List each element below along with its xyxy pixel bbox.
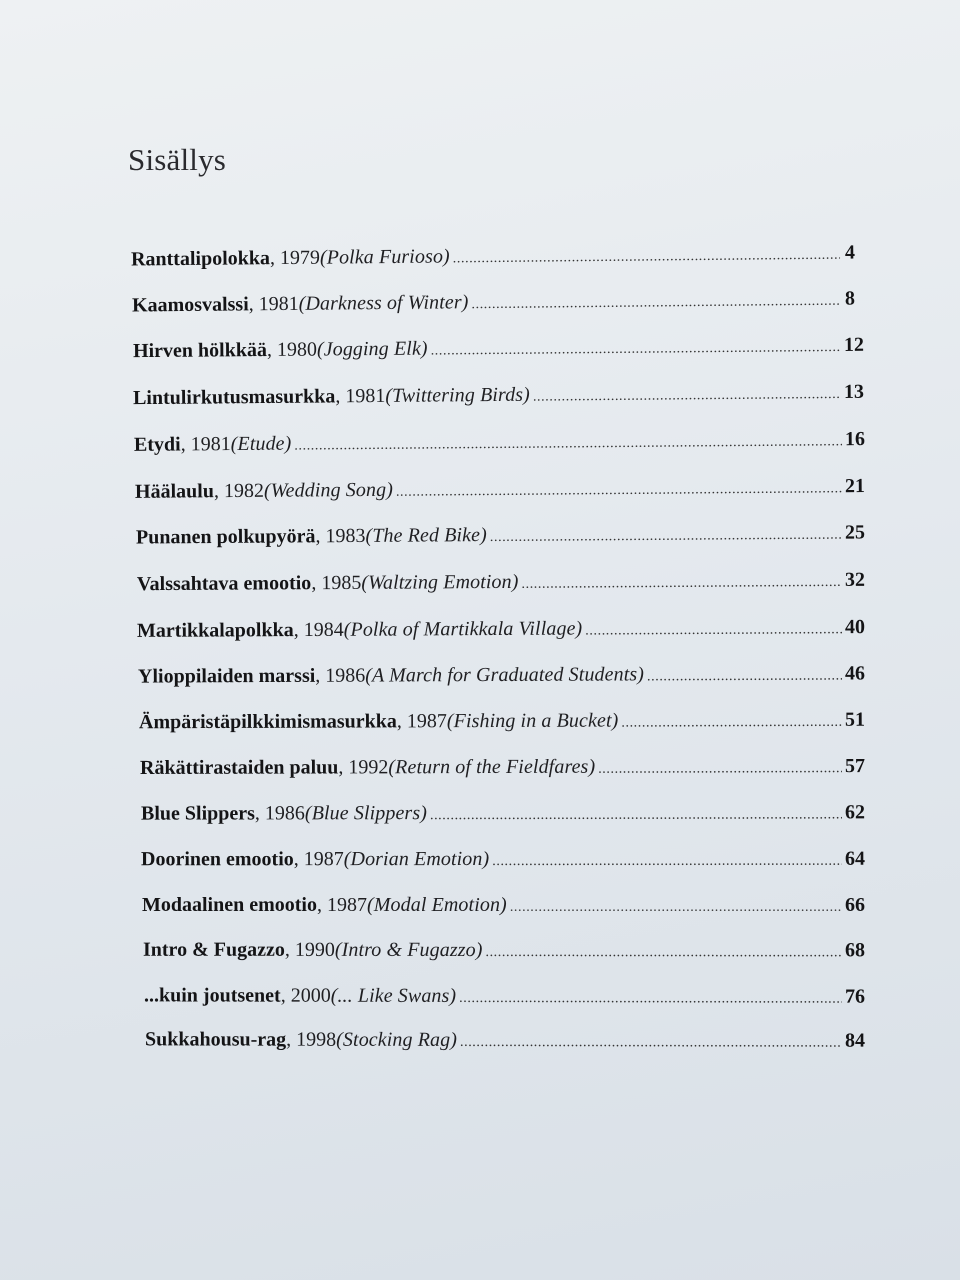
entry-year: , 1981 (180, 433, 231, 456)
dot-leader (492, 852, 842, 872)
entry-subtitle: (Etude) (230, 432, 292, 456)
entry-year: , 1987 (396, 710, 447, 733)
entry-subtitle: (Intro & Fugazzo) (334, 938, 483, 961)
entry-page-number: 12 (843, 333, 865, 356)
dot-leader (396, 479, 842, 503)
entry-subtitle: (Polka Furioso) (319, 245, 450, 269)
entry-title: Martikkalapolkka (136, 619, 294, 642)
dot-leader (510, 898, 842, 918)
entry-year: , 1990 (284, 938, 335, 961)
entry-page-number: 4 (844, 241, 856, 264)
toc-entry (134, 473, 866, 505)
page-title: Sisällys (128, 142, 227, 177)
entry-page-number: 16 (844, 428, 866, 451)
dot-leader (533, 385, 841, 408)
dot-leader (598, 759, 842, 780)
entry-year: , 1981 (335, 384, 386, 408)
entry-year: , 1986 (315, 664, 366, 687)
toc-entry (139, 753, 866, 781)
entry-title: Punanen polkupyörä (135, 525, 316, 549)
entry-year: , 2000 (280, 984, 331, 1007)
entry-page-number: 68 (844, 939, 866, 962)
entry-subtitle: (Fishing in a Bucket) (446, 709, 619, 733)
entry-page-number: 46 (844, 662, 866, 685)
toc-entry (142, 892, 865, 918)
entry-title: Räkättirastaiden paluu (139, 756, 339, 779)
toc-entry (140, 846, 866, 873)
entry-subtitle: (Dorian Emotion) (343, 848, 490, 871)
entry-year: , 1979 (269, 246, 321, 270)
entry-title: Lintulirkutusmasurkka (132, 385, 336, 410)
entry-page-number: 21 (844, 475, 866, 498)
entry-subtitle: (Polka of Martikkala Village) (343, 617, 583, 641)
entry-year: , 1981 (248, 292, 299, 316)
dot-leader (459, 989, 842, 1010)
dot-leader (453, 246, 840, 270)
entry-page-number: 66 (845, 894, 865, 916)
entry-title: Intro & Fugazzo (142, 938, 285, 961)
toc-entry (144, 1026, 866, 1053)
entry-subtitle: (Waltzing Emotion) (361, 570, 519, 594)
toc-entry (132, 286, 855, 319)
dot-leader (485, 943, 842, 963)
entry-subtitle: (Blue Slippers) (304, 802, 427, 825)
dot-leader (430, 805, 842, 826)
entry-year: , 1987 (317, 894, 367, 916)
entry-title: Etydi (133, 433, 181, 456)
toc-entry (132, 379, 865, 411)
entry-subtitle: (... Like Swans) (330, 984, 457, 1007)
toc-entry (131, 240, 855, 273)
entry-title: Hirven hölkkää (132, 338, 268, 363)
entry-year: , 1982 (213, 479, 265, 503)
dot-leader (621, 713, 842, 734)
entry-year: , 1984 (293, 618, 344, 642)
entry-year: , 1985 (311, 571, 362, 595)
entry-subtitle: (A March for Graduated Students) (365, 663, 645, 687)
toc-entry (136, 567, 866, 597)
entry-title: Modaalinen emootio (142, 894, 317, 916)
dot-leader (490, 526, 842, 548)
toc-entry (138, 707, 866, 736)
entry-subtitle: (Jogging Elk) (316, 337, 428, 361)
toc-entry (136, 614, 866, 644)
entry-title: Ranttalipolokka (130, 247, 271, 271)
entry-title: Ylioppilaiden marssi (137, 664, 316, 688)
entry-title: Blue Slippers (140, 802, 255, 825)
entry-year: , 1983 (315, 524, 366, 548)
entry-subtitle: (Stocking Rag) (336, 1028, 458, 1051)
entry-title: Doorinen emootio (140, 848, 294, 871)
entry-year: , 1980 (266, 338, 318, 361)
entry-page-number: 40 (844, 616, 866, 639)
entry-page-number: 8 (844, 287, 856, 310)
entry-subtitle: (The Red Bike) (365, 524, 487, 547)
entry-year: , 1986 (254, 802, 305, 825)
entry-page-number: 57 (844, 755, 866, 778)
entry-subtitle: (Darkness of Winter) (298, 291, 469, 315)
dot-leader (585, 620, 842, 641)
entry-subtitle: (Modal Emotion) (367, 894, 507, 916)
entry-subtitle: (Wedding Song) (263, 478, 393, 502)
entry-title: ...kuin joutsenet (143, 984, 281, 1007)
entry-page-number: 76 (844, 985, 866, 1008)
dot-leader (647, 666, 842, 687)
entry-year: , 1998 (286, 1028, 337, 1051)
entry-title: Valssahtava emootio (136, 572, 312, 596)
entry-page-number: 25 (844, 521, 866, 544)
entry-subtitle: (Return of the Fieldfares) (388, 755, 596, 779)
entry-page-number: 51 (844, 708, 866, 731)
entry-title: Sukkahousu-rag (144, 1028, 287, 1051)
entry-page-number: 32 (844, 568, 866, 591)
entry-page-number: 13 (843, 380, 865, 403)
toc-entry (137, 660, 866, 689)
dot-leader (471, 292, 840, 316)
entry-page-number: 84 (844, 1029, 866, 1052)
dot-leader (460, 1033, 842, 1054)
entry-subtitle: (Twittering Birds) (385, 383, 530, 407)
entry-title: Häälaulu (134, 480, 215, 503)
dot-leader (521, 573, 842, 595)
toc-entry (133, 426, 866, 458)
entry-page-number: 62 (844, 801, 866, 824)
entry-year: , 1992 (338, 756, 389, 779)
toc-entry (132, 332, 865, 364)
toc-entry (135, 519, 866, 550)
dot-leader (431, 338, 842, 362)
toc-entry (140, 799, 866, 826)
entry-page-number: 64 (844, 847, 866, 870)
entry-year: , 1987 (293, 848, 344, 871)
dot-leader (294, 432, 842, 456)
toc-entry (143, 982, 866, 1009)
toc-entry (142, 937, 866, 964)
entry-title: Kaamosvalssi (131, 293, 249, 317)
entry-title: Ämpäristäpilkkimismasurkka (138, 710, 397, 734)
